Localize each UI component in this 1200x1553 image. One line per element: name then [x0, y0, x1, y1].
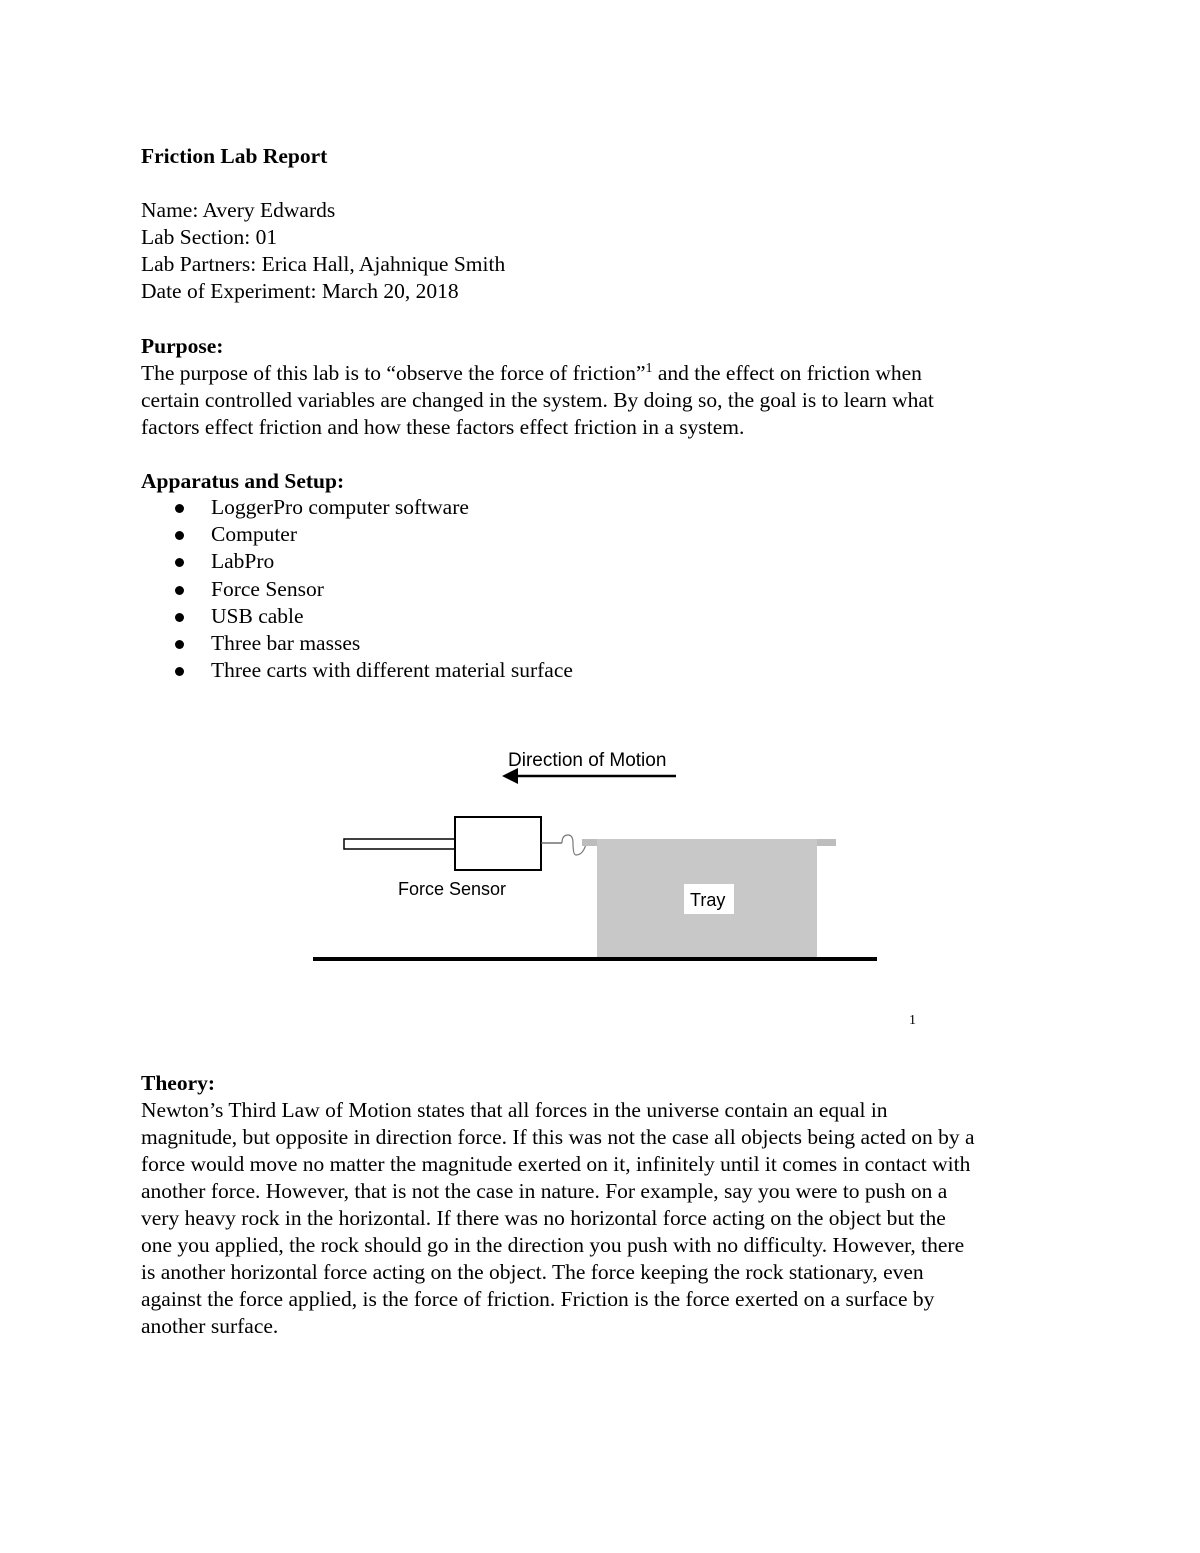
theory-line: against the force applied, is the force of friction. Friction is the force exerted on a surface by — [141, 1287, 935, 1311]
list-item: Force Sensor — [141, 576, 573, 603]
theory-line: is another horizontal force acting on the object. The force keeping the rock stationary, even — [141, 1260, 924, 1284]
student-name: Name: Avery Edwards — [141, 198, 336, 222]
theory-line: one you applied, the rock should go in the direction you push with no difficulty. However, there — [141, 1233, 965, 1257]
purpose-line-1 — [141, 360, 922, 387]
bullet-icon — [175, 558, 184, 567]
list-item: Three bar masses — [141, 630, 573, 657]
force-sensor-label: Force Sensor — [398, 879, 507, 899]
purpose-line-2: certain controlled variables are changed in the system. By doing so, the goal is to learn what — [141, 388, 934, 412]
bullet-icon — [175, 531, 184, 540]
theory-heading: Theory: — [141, 1071, 216, 1095]
list-item: LoggerPro computer software — [141, 494, 573, 521]
lab-section: Lab Section: 01 — [141, 225, 278, 249]
list-item: Computer — [141, 521, 573, 548]
bullet-icon — [175, 613, 184, 622]
lab-partners: Lab Partners: Erica Hall, Ajahnique Smith — [141, 252, 506, 276]
theory-line: Newton’s Third Law of Motion states that all forces in the universe contain an equal in — [141, 1098, 888, 1122]
list-item: LabPro — [141, 548, 573, 575]
footnote-ref: 1 — [645, 360, 653, 376]
theory-line: very heavy rock in the horizontal. If there was no horizontal force acting on the object but the — [141, 1206, 946, 1230]
sensor-rod — [344, 839, 456, 849]
purpose-heading: Purpose: — [141, 334, 224, 358]
purpose-quote-text: The purpose of this lab is to “observe the force of friction” — [141, 361, 646, 385]
list-item: USB cable — [141, 603, 573, 630]
tray-label: Tray — [690, 890, 726, 910]
footnote-marker: 1 — [909, 1013, 916, 1028]
list-item: Three carts with different material surface — [141, 657, 573, 684]
force-sensor-body — [455, 817, 541, 870]
theory-line: force would move no matter the magnitude exerted on it, infinitely until it comes in contact with — [141, 1152, 971, 1176]
bullet-icon — [175, 586, 184, 595]
purpose-line-3: factors effect friction and how these factors effect friction in a system. — [141, 415, 745, 439]
theory-line: magnitude, but opposite in direction force. If this was not the case all objects being acted on by a — [141, 1125, 975, 1149]
bullet-icon — [175, 640, 184, 649]
experiment-date: Date of Experiment: March 20, 2018 — [141, 279, 459, 303]
apparatus-list — [141, 494, 573, 684]
theory-line: another surface. — [141, 1314, 279, 1338]
bullet-icon — [175, 667, 184, 676]
setup-diagram — [300, 738, 900, 978]
theory-line: another force. However, that is not the case in nature. For example, say you were to push on a — [141, 1179, 948, 1203]
apparatus-heading: Apparatus and Setup: — [141, 469, 345, 493]
report-title: Friction Lab Report — [141, 144, 328, 168]
purpose-line-1-rest: and the effect on friction when — [652, 361, 922, 385]
direction-label: Direction of Motion — [508, 750, 667, 771]
bullet-icon — [175, 504, 184, 513]
